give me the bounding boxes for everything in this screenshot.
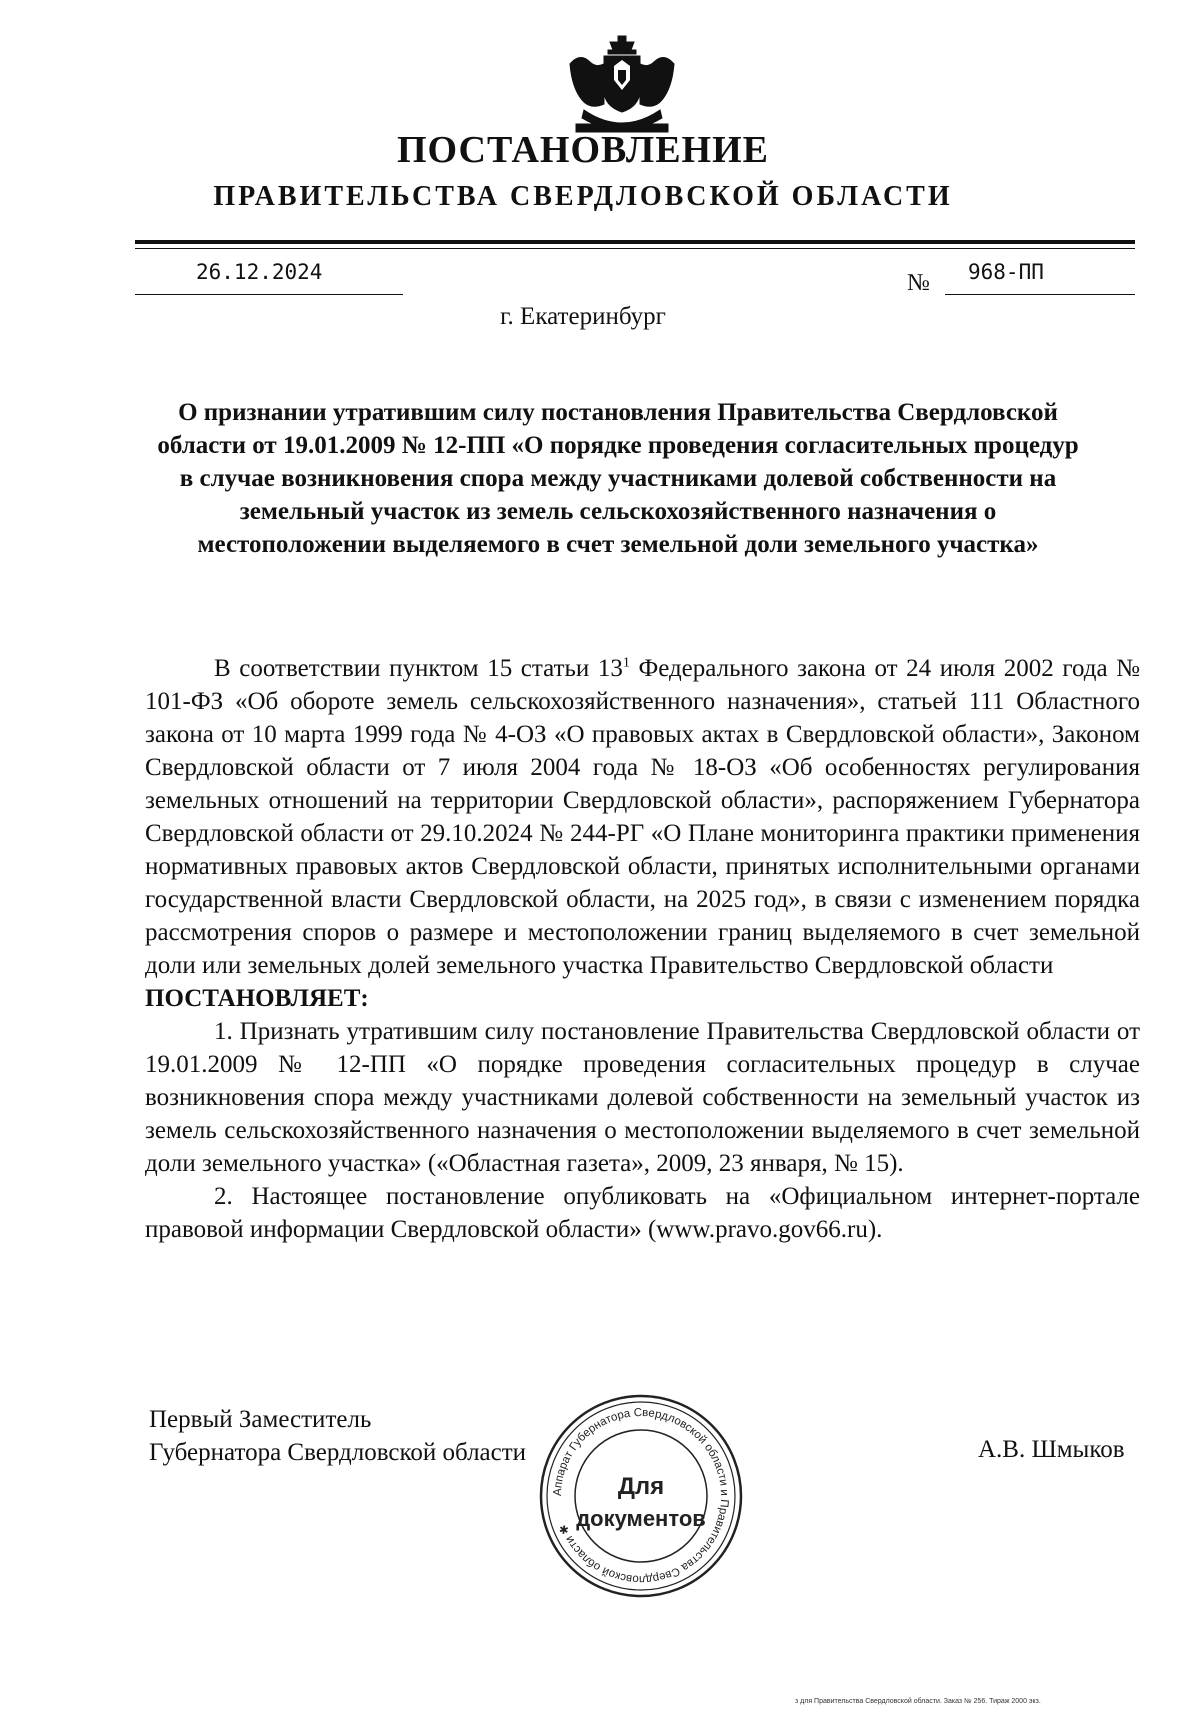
official-stamp: [537, 1392, 745, 1600]
number-sign: №: [907, 270, 930, 296]
stamp-ring-text: Аппарат Губернатора Свердловской области и Правительства Свердловской области ✱: [551, 1406, 731, 1586]
header-rule-thick: [135, 240, 1135, 244]
document-date: 26.12.2024: [196, 260, 323, 284]
article-superscript: 1: [622, 655, 630, 671]
signatory-position-line1: Первый Заместитель: [149, 1406, 372, 1433]
issuing-authority: ПРАВИТЕЛЬСТВА СВЕРДЛОВСКОЙ ОБЛАСТИ: [213, 181, 953, 212]
item-2: 2. Настоящее постановление опубликовать на «Официальном интернет-портале правовой информации Свердловской области» (www.pravo.gov66.ru).: [145, 1183, 1140, 1243]
print-footer: з для Правительства Свердловской области. Заказ № 256. Тираж 2000 экз.: [795, 1698, 1041, 1705]
document-body: [145, 652, 1140, 1246]
signatory-name: А.В. Шмыков: [978, 1436, 1125, 1463]
signatory-position: [149, 1403, 526, 1469]
city: г. Екатеринбург: [500, 303, 666, 330]
header-rule-thin: [135, 248, 1135, 249]
stamp-center-line1: Для: [617, 1473, 665, 1500]
signatory-position-line2: Губернатора Свердловской области: [149, 1439, 527, 1466]
coat-of-arms-emblem: [564, 34, 680, 138]
document-number: 968-ПП: [968, 260, 1044, 284]
preamble-text-end: Федерального закона от 24 июля 2002 года № 101-ФЗ «Об обороте земель сельскохозяйственного назначения», статьей 111 Областного закона от 10 марта 1999 года № 4-ОЗ «О правовых актах в Свердловской области», Законом Свердловской области от 7 июля 2004 года № 18-ОЗ «Об особенностях регулирования земельных отношений на территории Свердловской области», распоряжением Губернатора Свердловской области от 29.10.2024 № 244-РГ «О Плане мониторинга практики применения нормативных правовых актов Свердловской области, принятых исполнительными органами государственной власти Свердловской области, на 2025 год», в связи с изменением порядка рассмотрения споров о размере и местоположении границ выделяемого в счет земельной доли или земельных долей земельного участка Правительство Свердловской области: [145, 655, 1140, 979]
resolve-heading: ПОСТАНОВЛЯЕТ:: [145, 985, 369, 1012]
preamble-paragraph: [145, 652, 1140, 982]
date-underline: [135, 294, 403, 295]
number-underline: [945, 294, 1135, 295]
stamp-center-line2: документов: [576, 1506, 706, 1531]
document-heading: О признании утратившим силу постановления Правительства Свердловской области от 19.01.2009 № 12-ПП «О порядке проведения согласительных процедур в случае возникновения спора между участниками долевой собственности на земельный участок из земель сельскохозяйственного назначения о местоположении выделяемого в счет земельной доли земельного участка»: [157, 399, 1079, 558]
document-type-title: ПОСТАНОВЛЕНИЕ: [396, 129, 770, 171]
item-1: 1. Признать утратившим силу постановление Правительства Свердловской области от 19.01.2009 № 12-ПП «О порядке проведения согласительных процедур в случае возникновения спора между участниками долевой собственности на земельный участок из земель сельскохозяйственного назначения о местоположении выделяемого в счет земельной доли земельного участка» («Областная газета», 2009, 23 января, № 15).: [145, 1018, 1140, 1177]
preamble-text-start: В соответствии пунктом 15 статьи 13: [214, 655, 623, 682]
